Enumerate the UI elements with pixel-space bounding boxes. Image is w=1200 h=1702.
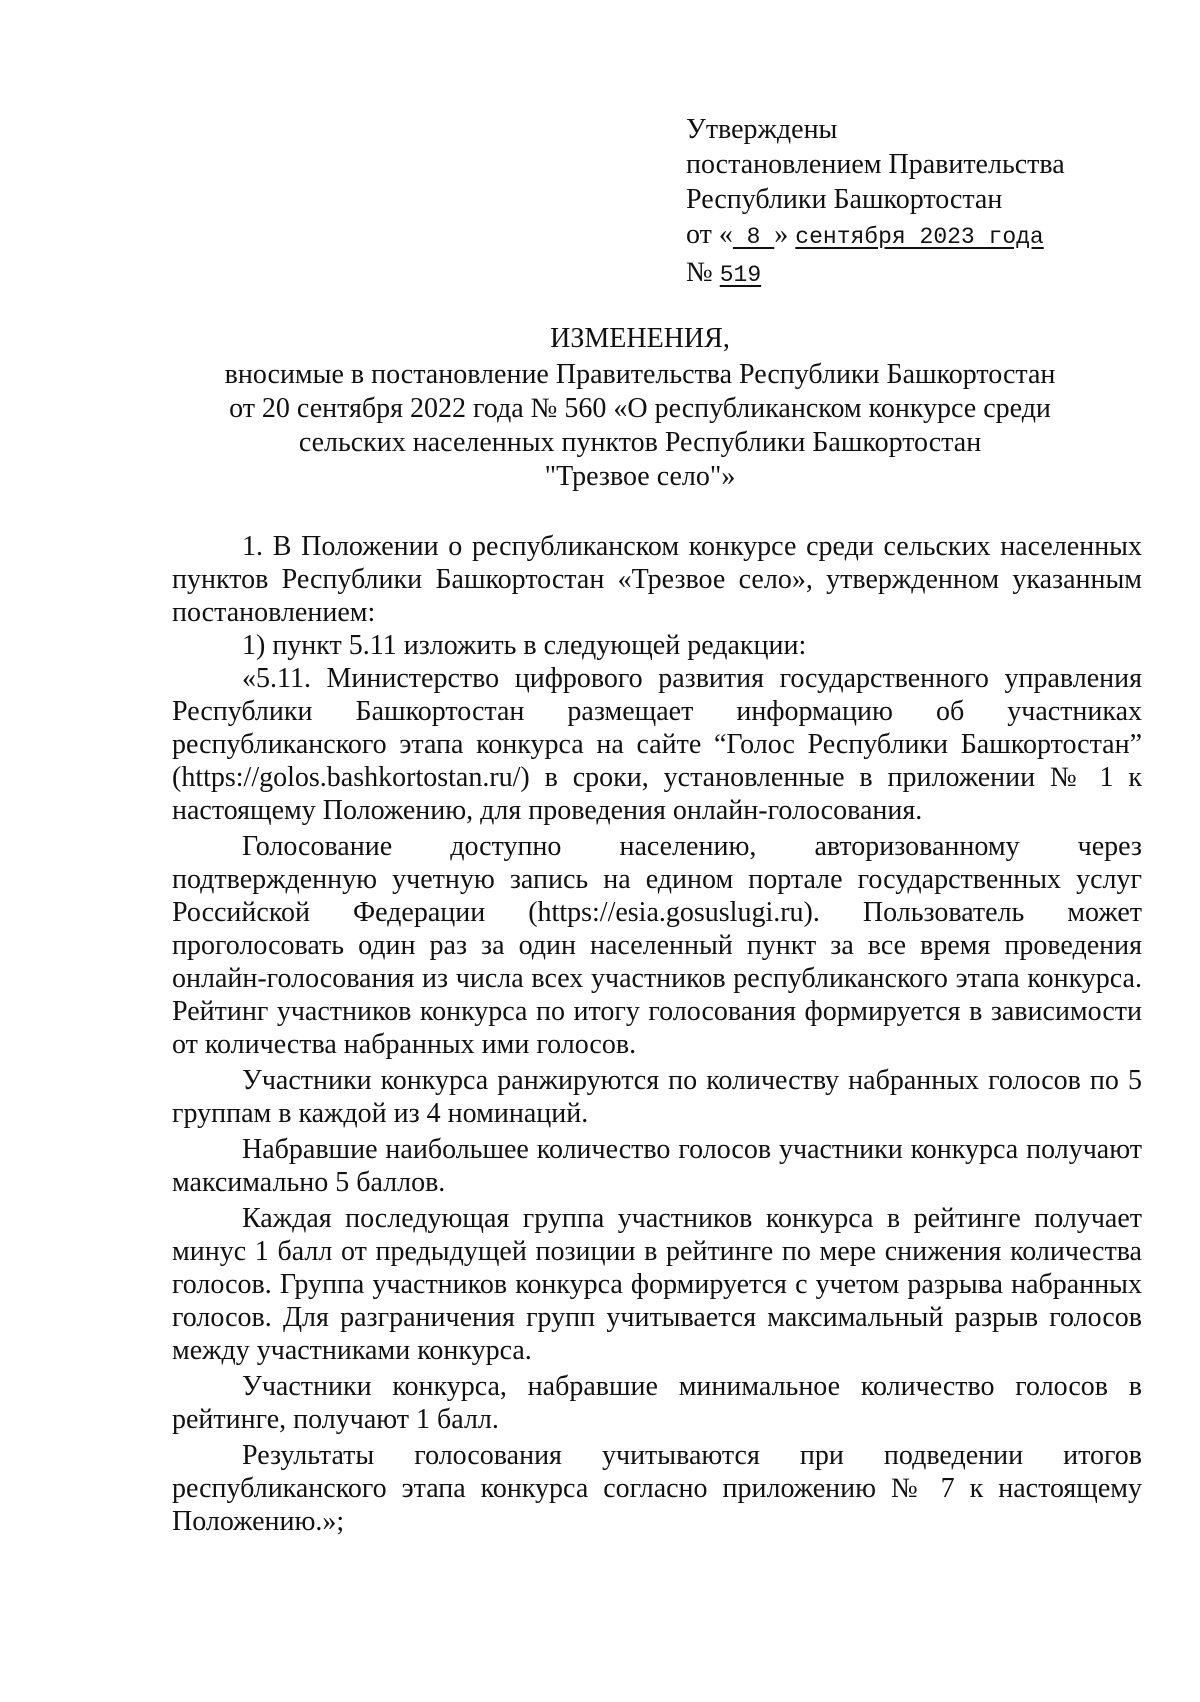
title-line: вносимые в постановление Правительства Республики Башкортостан [224, 359, 1056, 390]
approval-line: Республики Башкортостан [686, 184, 1003, 215]
approval-number [686, 255, 1065, 293]
document-number: 519 [719, 262, 762, 288]
paragraph: «5.11. Министерство цифрового развития государственного управления Республики Башкортостан размещает информацию об участниках республиканского этапа конкурса на сайте “Голос Республики Башкортостан” (https://golos.bashkortostan.ru/) в сроки, установленные в приложении № 1 к настоящему Положению, для проведения онлайн-голосования. [172, 663, 1142, 826]
date-prefix: от « [686, 219, 733, 250]
date-month-year: сентября 2023 года [795, 224, 1044, 250]
title-line: сельских населенных пунктов Республики Башкортостан [298, 427, 982, 458]
paragraph: Участники конкурса ранжируются по количеству набранных голосов по 5 группам в каждой из 4 номинаций. [172, 1065, 1142, 1129]
approval-line: Утверждены [686, 114, 838, 145]
date-mid: » [774, 219, 796, 250]
approval-date [686, 217, 1065, 255]
paragraph: Набравшие наибольшее количество голосов участники конкурса получают максимально 5 баллов. [172, 1134, 1142, 1198]
date-day: 8 [732, 224, 775, 250]
number-prefix: № [686, 257, 720, 288]
paragraph: Каждая последующая группа участников конкурса в рейтинге получает минус 1 балл от предыдущей позиции в рейтинге по мере снижения количества голосов. Группа участников конкурса формируется с учетом разрыва набранных голосов. Для разграничения групп учитывается максимальный разрыв голосов между участниками конкурса. [172, 1203, 1142, 1366]
title-line: "Трезвое село"» [544, 461, 736, 492]
document-title [160, 322, 1120, 494]
title-heading: ИЗМЕНЕНИЯ, [550, 323, 730, 354]
paragraph: 1. В Положении о республиканском конкурсе среди сельских населенных пунктов Республики Башкортостан «Трезвое село», утвержденном указанным постановлением: [172, 531, 1142, 628]
paragraph: Голосование доступно населению, авторизованному через подтвержденную учетную запись на едином портале государственных услуг Российской Федерации (https://esia.gosuslugi.ru). Пользователь может проголосовать один раз за один населенный пункт за все время проведения онлайн-голосования из числа всех участников республиканского этапа конкурса. Рейтинг участников конкурса по итогу голосования формируется в зависимости от количества набранных ими голосов. [172, 831, 1142, 1060]
title-line: от 20 сентября 2022 года № 560 «О республиканском конкурсе среди [229, 393, 1051, 424]
approval-line: постановлением Правительства [686, 149, 1065, 180]
document-body [172, 530, 1142, 1538]
approval-stamp-block [686, 112, 1065, 293]
paragraph: 1) пункт 5.11 изложить в следующей редакции: [242, 630, 807, 661]
paragraph: Участники конкурса, набравшие минимальное количество голосов в рейтинге, получают 1 балл. [172, 1371, 1142, 1435]
paragraph: Результаты голосования учитываются при подведении итогов республиканского этапа конкурса согласно приложению № 7 к настоящему Положению.»; [172, 1440, 1142, 1537]
